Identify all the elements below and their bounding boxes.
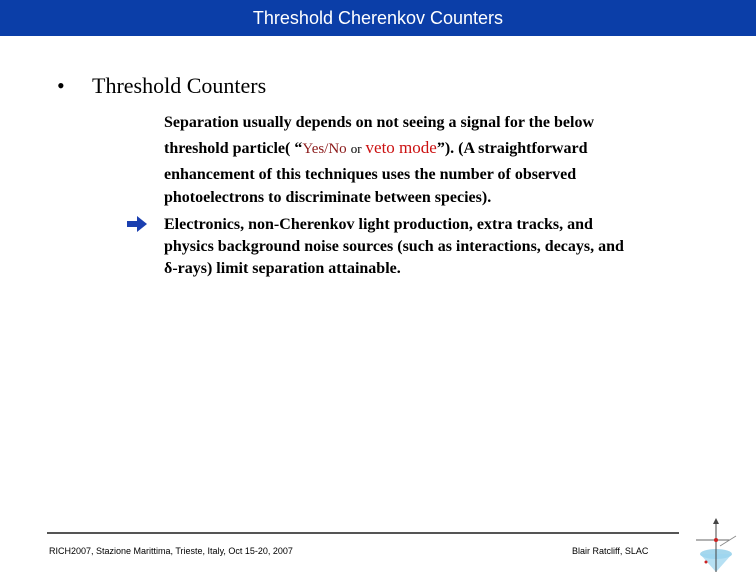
footer-divider [47, 532, 679, 534]
arrow-right-icon [127, 216, 147, 232]
para1-line2 [164, 134, 664, 163]
paragraph-limitations [164, 214, 704, 280]
para2-line1: Electronics, non-Cherenkov light production, extra tracks, and [164, 216, 593, 233]
delta-symbol: δ [164, 260, 173, 277]
footer-author: Blair Ratcliff, SLAC [572, 546, 649, 556]
slide-title: Threshold Cherenkov Counters [252, 8, 504, 28]
para1-line1: Separation usually depends on not seeing a signal for the below [164, 114, 594, 131]
section-heading: Threshold Counters [92, 73, 267, 98]
paragraph-separation [164, 111, 664, 209]
or-text: or [350, 141, 362, 156]
cherenkov-cone-logo-icon [690, 516, 746, 574]
para2-line2: physics background noise sources (such as interactions, decays, and [164, 238, 624, 255]
footer-conference: RICH2007, Stazione Marittima, Trieste, Italy, Oct 15-20, 2007 [49, 546, 293, 556]
para2-line3 [164, 258, 704, 280]
yes-no-text: Yes/No [302, 141, 347, 157]
para1-line4: photoelectrons to discriminate between species). [164, 189, 492, 206]
para1-line3: enhancement of this techniques uses the number of observed [164, 166, 577, 183]
veto-mode-text: veto mode [365, 138, 437, 157]
para1-line2-suffix: ”). (A straightforward [436, 140, 588, 157]
bullet-dot: • [57, 73, 65, 98]
para1-line2-prefix: threshold particle( “ [164, 140, 303, 157]
para2-line3-rest: -rays) limit separation attainable. [172, 260, 401, 277]
